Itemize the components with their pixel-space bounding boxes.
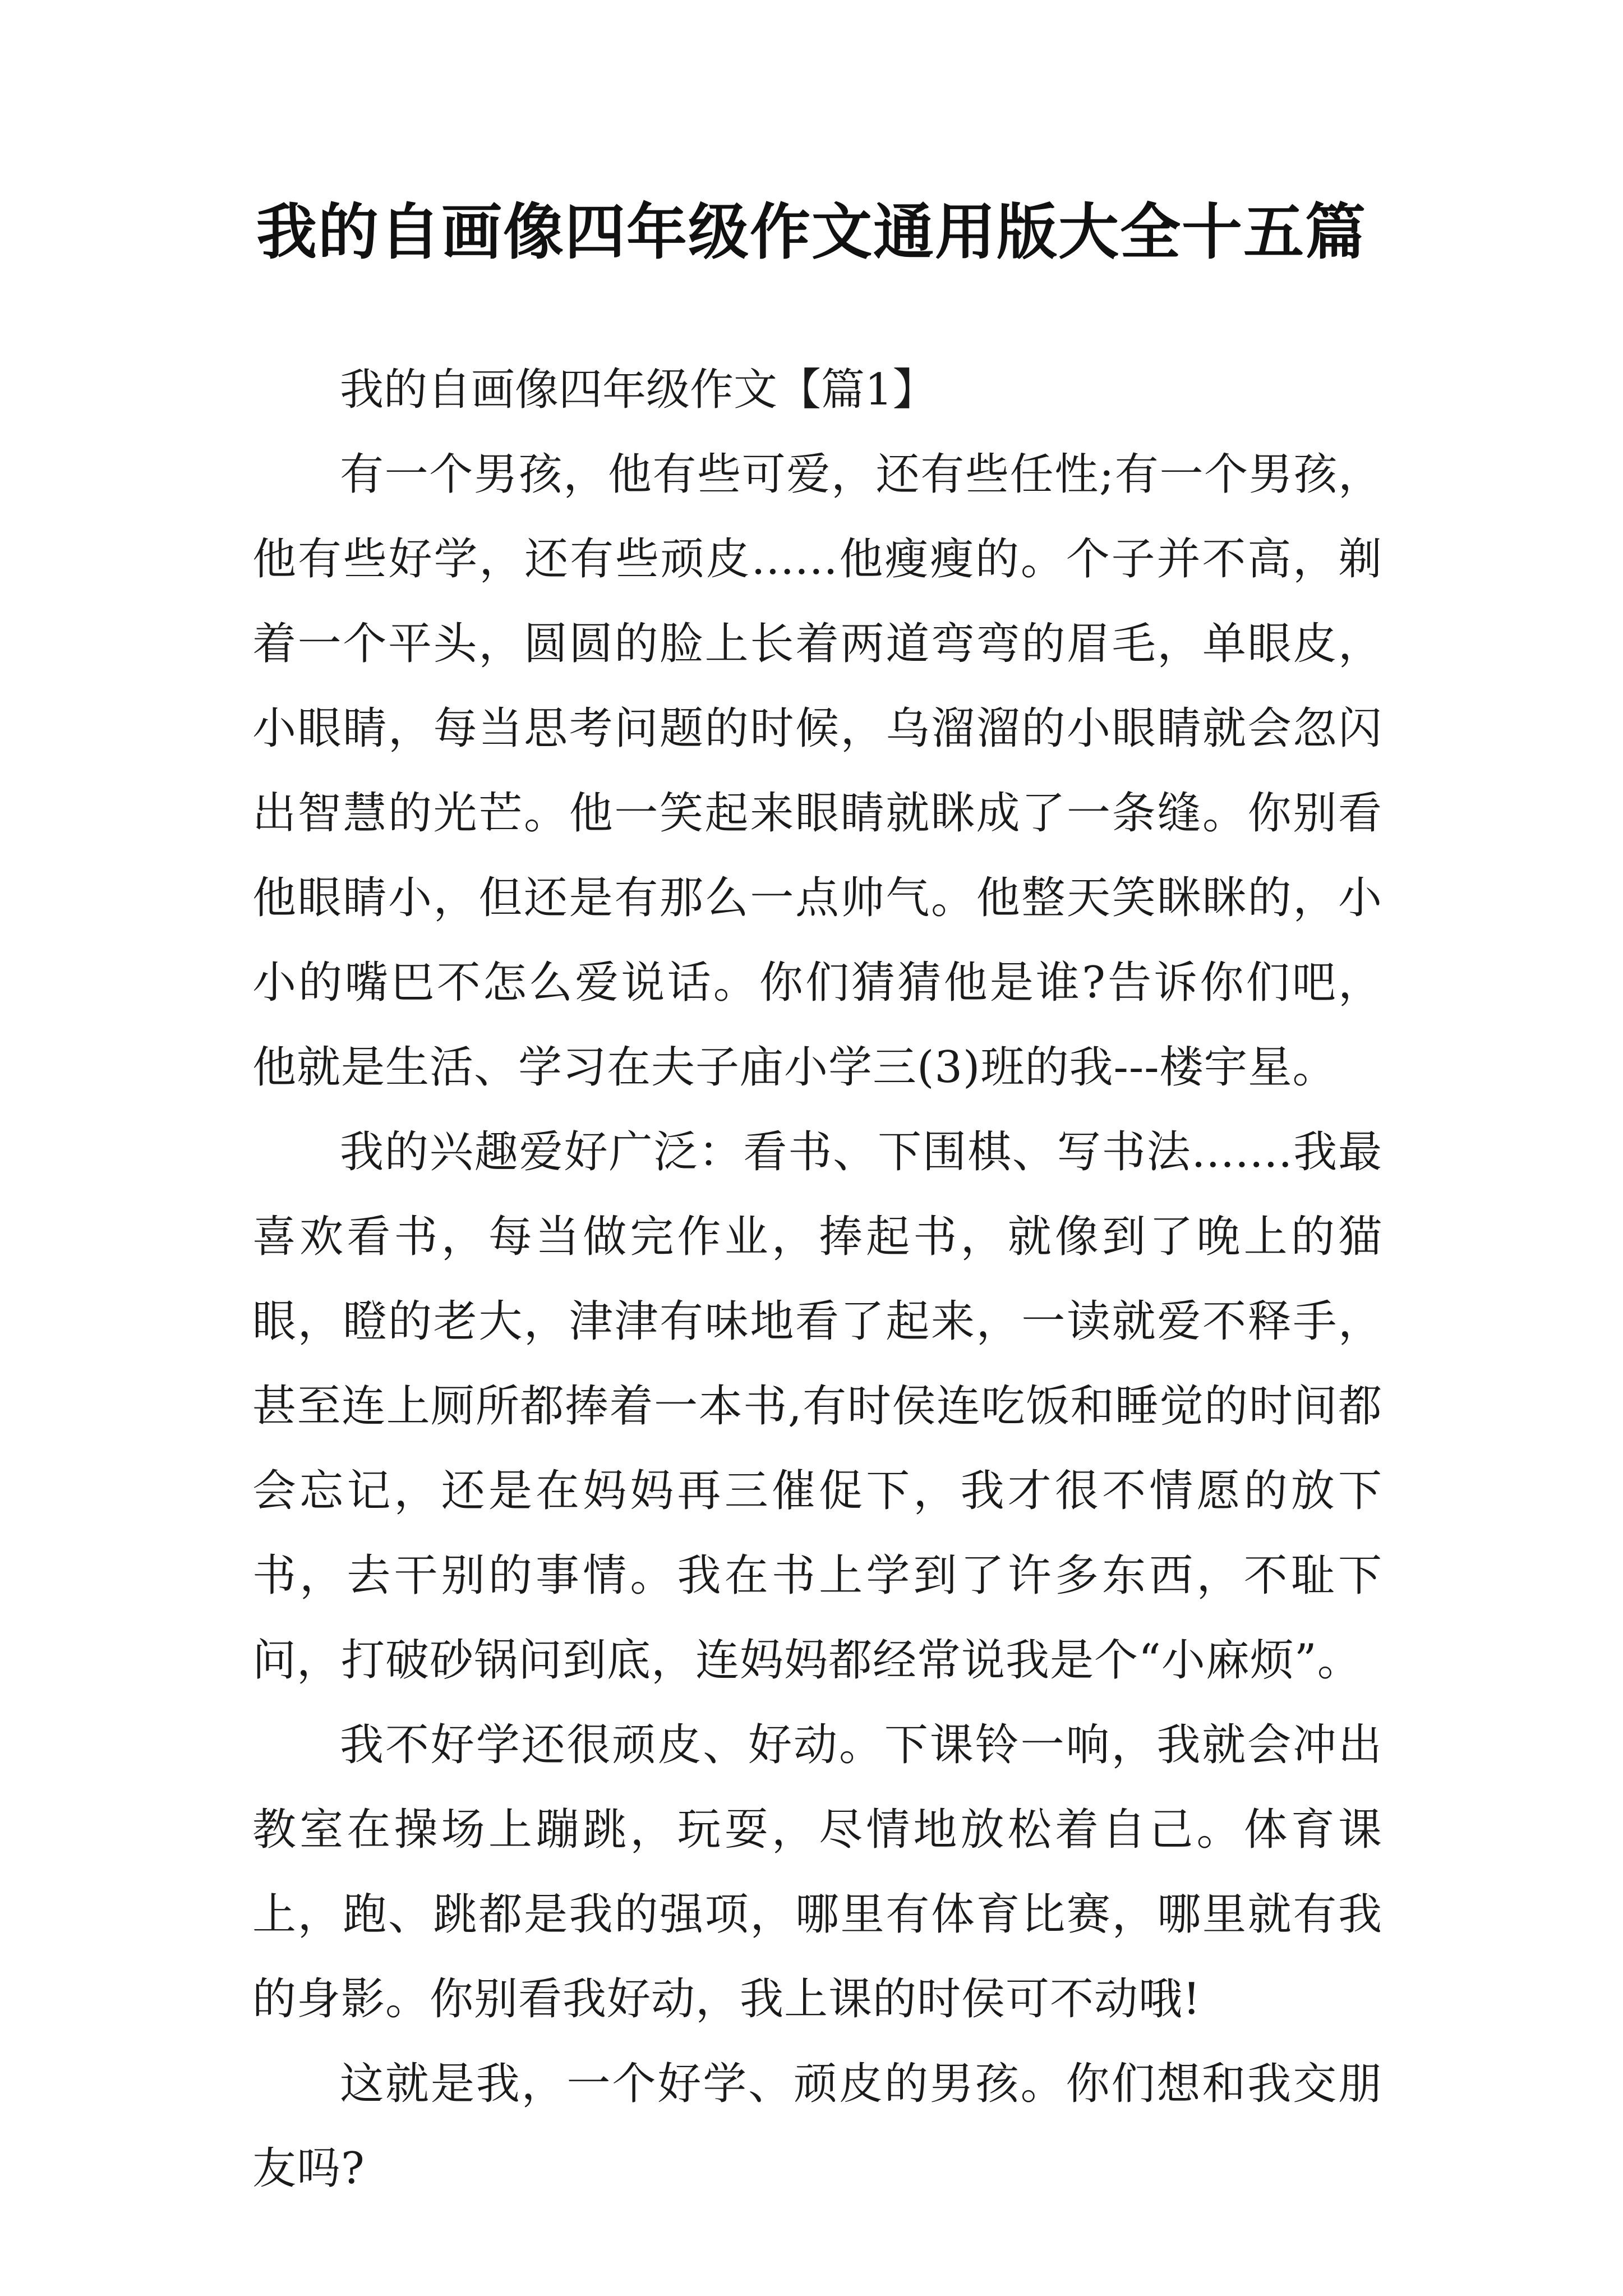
document-title: 我的自画像四年级作文通用版大全十五篇	[256, 197, 1367, 268]
paragraph-1: 有一个男孩，他有些可爱，还有些任性;有一个男孩，他有些好学，还有些顽皮......他瘦瘦的。个子并不高，剃着一个平头，圆圆的脸上长着两道弯弯的眉毛，单眼皮，小眼睛，每当思考问题的时候，乌溜溜的小眼睛就会忽闪出智慧的光芒。他一笑起来眼睛就眯成了一条缝。你别看他眼睛小，但还是有那么一点帅气。他整天笑眯眯的，小小的嘴巴不怎么爱说话。你们猜猜他是谁?告诉你们吧，他就是生活、学习在夫子庙小学三(3)班的我---楼宇星。	[252, 449, 1382, 1093]
paragraph-3: 我不好学还很顽皮、好动。下课铃一响，我就会冲出教室在操场上蹦跳，玩耍，尽情地放松着自己。体育课上，跑、跳都是我的强项，哪里有体育比赛，哪里就有我的身影。你别看我好动，我上课的时侯可不动哦!	[252, 1720, 1382, 2024]
paragraph-2: 我的兴趣爱好广泛：看书、下围棋、写书法.......我最喜欢看书，每当做完作业，捧起书，就像到了晚上的猫眼，瞪的老大，津津有味地看了起来，一读就爱不释手，甚至连上厕所都捧着一本书,有时侯连吃饭和睡觉的时间都会忘记，还是在妈妈再三催促下，我才很不情愿的放下书，去干别的事情。我在书上学到了许多东西，不耻下问，打破砂锅问到底，连妈妈都经常说我是个“小麻烦”。	[252, 1127, 1382, 1686]
section-heading: 我的自画像四年级作文【篇1】	[340, 365, 937, 415]
paragraph-4: 这就是我，一个好学、顽皮的男孩。你们想和我交朋友吗?	[252, 2059, 1382, 2194]
document-body	[252, 348, 1382, 2211]
